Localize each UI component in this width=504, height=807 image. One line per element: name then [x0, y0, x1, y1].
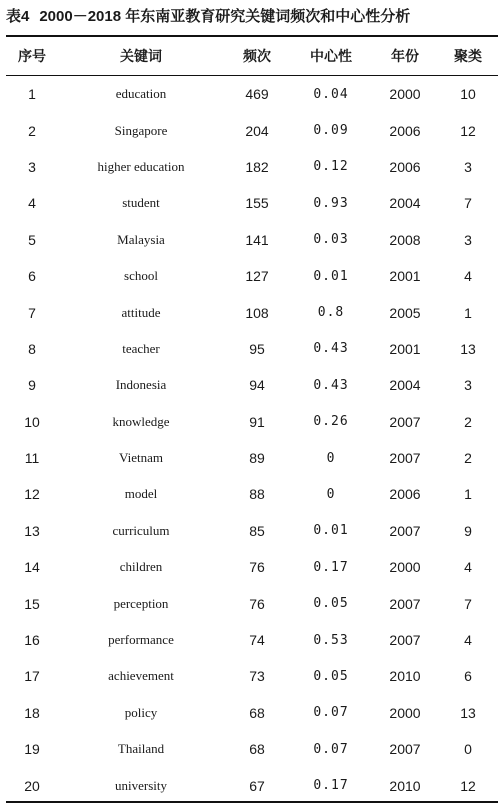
table-row: [6, 76, 498, 112]
cell-index: 3: [28, 158, 36, 175]
cell-index: 17: [24, 668, 40, 685]
cell-centrality: 0.05: [313, 668, 349, 684]
table-row: [6, 513, 498, 549]
header-centrality: 中心性: [310, 48, 352, 64]
cell-keyword: attitude: [121, 304, 161, 320]
cell-cluster: 7: [464, 195, 472, 212]
cell-year: 2000: [389, 704, 421, 721]
cell-year: 2007: [389, 522, 421, 539]
cell-keyword: Malaysia: [117, 231, 165, 247]
cell-keyword: Thailand: [117, 741, 165, 757]
cell-year: 2007: [389, 413, 421, 430]
cell-frequency: 469: [245, 86, 269, 103]
table-row: [6, 149, 498, 185]
cell-year: 2006: [389, 122, 421, 139]
cell-cluster: 3: [464, 231, 472, 248]
cell-frequency: 94: [249, 377, 265, 394]
cell-index: 18: [24, 704, 40, 721]
cell-year: 2004: [389, 195, 421, 212]
cell-index: 2: [28, 122, 36, 139]
cell-index: 11: [24, 450, 40, 467]
cell-frequency: 91: [249, 413, 265, 430]
cell-frequency: 76: [249, 595, 265, 612]
table-row: [6, 549, 498, 585]
header-index: 序号: [18, 48, 46, 64]
cell-keyword: curriculum: [112, 522, 170, 538]
cell-frequency: 182: [245, 158, 269, 175]
header-frequency: 频次: [243, 48, 271, 64]
table-body: [6, 76, 498, 804]
table-row: [6, 112, 498, 148]
cell-year: 2007: [389, 741, 421, 758]
cell-centrality: 0.26: [313, 414, 349, 430]
cell-centrality: 0.03: [313, 232, 349, 248]
table-row: [6, 367, 498, 403]
cell-centrality: 0.05: [313, 596, 349, 612]
table-row: [6, 695, 498, 731]
table-number: 表4: [6, 8, 30, 25]
cell-index: 1: [28, 86, 36, 103]
keyword-table: [6, 37, 498, 804]
cell-year: 2007: [389, 632, 421, 649]
cell-cluster: 7: [464, 595, 472, 612]
table-row: [6, 767, 498, 803]
cell-centrality: 0: [326, 486, 336, 502]
cell-cluster: 2: [464, 450, 472, 467]
cell-cluster: 10: [460, 86, 476, 103]
cell-keyword: higher education: [97, 158, 185, 174]
cell-frequency: 108: [245, 304, 269, 321]
cell-cluster: 12: [460, 122, 476, 139]
cell-frequency: 74: [249, 632, 265, 649]
cell-frequency: 127: [245, 268, 269, 285]
cell-centrality: 0.8: [317, 305, 345, 321]
cell-cluster: 9: [464, 522, 472, 539]
cell-cluster: 13: [460, 340, 476, 357]
cell-keyword: Indonesia: [115, 377, 167, 393]
cell-centrality: 0.01: [313, 268, 349, 284]
cell-frequency: 204: [245, 122, 269, 139]
cell-cluster: 4: [464, 632, 472, 649]
cell-year: 2000: [389, 559, 421, 576]
table-title: 2000－2018 年东南亚教育研究关键词频次和中心性分析: [39, 8, 411, 25]
cell-cluster: 1: [464, 304, 472, 321]
header-cluster: 聚类: [454, 48, 482, 64]
cell-cluster: 4: [464, 559, 472, 576]
cell-keyword: children: [119, 559, 163, 575]
table-row: [6, 404, 498, 440]
cell-keyword: Singapore: [114, 122, 168, 138]
cell-year: 2005: [389, 304, 421, 321]
table-row: [6, 658, 498, 694]
cell-centrality: 0.17: [313, 559, 349, 575]
cell-centrality: 0.17: [313, 778, 349, 794]
cell-index: 19: [24, 741, 40, 758]
cell-index: 9: [28, 377, 36, 394]
cell-year: 2007: [389, 595, 421, 612]
cell-frequency: 89: [249, 450, 265, 467]
header-row: [6, 37, 498, 75]
cell-centrality: 0.93: [313, 195, 349, 211]
cell-keyword: Vietnam: [119, 450, 163, 466]
cell-year: 2006: [389, 486, 421, 503]
cell-keyword: perception: [113, 595, 169, 611]
cell-frequency: 73: [249, 668, 265, 685]
cell-cluster: 3: [464, 158, 472, 175]
cell-frequency: 67: [249, 777, 265, 794]
cell-keyword: school: [124, 268, 158, 284]
cell-year: 2007: [389, 450, 421, 467]
cell-index: 20: [24, 777, 40, 794]
cell-keyword: performance: [108, 632, 174, 648]
cell-index: 12: [24, 486, 40, 503]
cell-cluster: 0: [464, 741, 472, 758]
cell-centrality: 0.07: [313, 705, 349, 721]
table-row: [6, 222, 498, 258]
cell-keyword: education: [115, 86, 167, 102]
cell-cluster: 6: [464, 668, 472, 685]
table-row: [6, 585, 498, 621]
cell-year: 2008: [389, 231, 421, 248]
cell-centrality: 0.01: [313, 523, 349, 539]
table-row: [6, 258, 498, 294]
cell-centrality: 0.12: [313, 159, 349, 175]
cell-year: 2000: [389, 86, 421, 103]
table-row: [6, 331, 498, 367]
cell-year: 2001: [389, 268, 421, 285]
table-row: [6, 731, 498, 767]
cell-cluster: 12: [460, 777, 476, 794]
cell-index: 6: [28, 268, 36, 285]
cell-frequency: 95: [249, 340, 265, 357]
table-row: [6, 622, 498, 658]
cell-index: 4: [28, 195, 36, 212]
cell-year: 2001: [389, 340, 421, 357]
cell-index: 13: [24, 522, 40, 539]
cell-cluster: 3: [464, 377, 472, 394]
cell-frequency: 88: [249, 486, 265, 503]
cell-year: 2004: [389, 377, 421, 394]
cell-year: 2006: [389, 158, 421, 175]
cell-keyword: policy: [124, 704, 158, 720]
cell-frequency: 85: [249, 522, 265, 539]
cell-index: 8: [28, 340, 36, 357]
header-keyword: 关键词: [120, 48, 162, 64]
cell-frequency: 76: [249, 559, 265, 576]
cell-cluster: 4: [464, 268, 472, 285]
cell-keyword: student: [122, 195, 160, 211]
cell-centrality: 0.07: [313, 741, 349, 757]
cell-year: 2010: [389, 777, 421, 794]
cell-frequency: 141: [245, 231, 269, 248]
table-header: [6, 37, 498, 76]
cell-year: 2010: [389, 668, 421, 685]
cell-cluster: 13: [460, 704, 476, 721]
table-row: [6, 476, 498, 512]
cell-index: 16: [24, 632, 40, 649]
cell-frequency: 155: [245, 195, 269, 212]
cell-keyword: knowledge: [112, 413, 170, 429]
cell-centrality: 0.53: [313, 632, 349, 648]
header-year: 年份: [391, 48, 419, 64]
cell-index: 10: [24, 413, 40, 430]
cell-index: 5: [28, 231, 36, 248]
cell-keyword: university: [115, 777, 167, 793]
table-row: [6, 185, 498, 221]
cell-frequency: 68: [249, 741, 265, 758]
table-row: [6, 440, 498, 476]
cell-keyword: achievement: [108, 668, 174, 684]
cell-index: 15: [24, 595, 40, 612]
cell-centrality: 0: [326, 450, 336, 466]
table-row: [6, 294, 498, 330]
cell-keyword: model: [124, 486, 158, 502]
cell-cluster: 2: [464, 413, 472, 430]
table-caption: [6, 4, 502, 30]
cell-index: 14: [24, 559, 40, 576]
cell-keyword: teacher: [122, 340, 160, 356]
cell-centrality: 0.09: [313, 123, 349, 139]
cell-centrality: 0.43: [313, 341, 349, 357]
cell-index: 7: [28, 304, 36, 321]
cell-frequency: 68: [249, 704, 265, 721]
cell-centrality: 0.43: [313, 377, 349, 393]
cell-centrality: 0.04: [313, 86, 349, 102]
cell-cluster: 1: [464, 486, 472, 503]
